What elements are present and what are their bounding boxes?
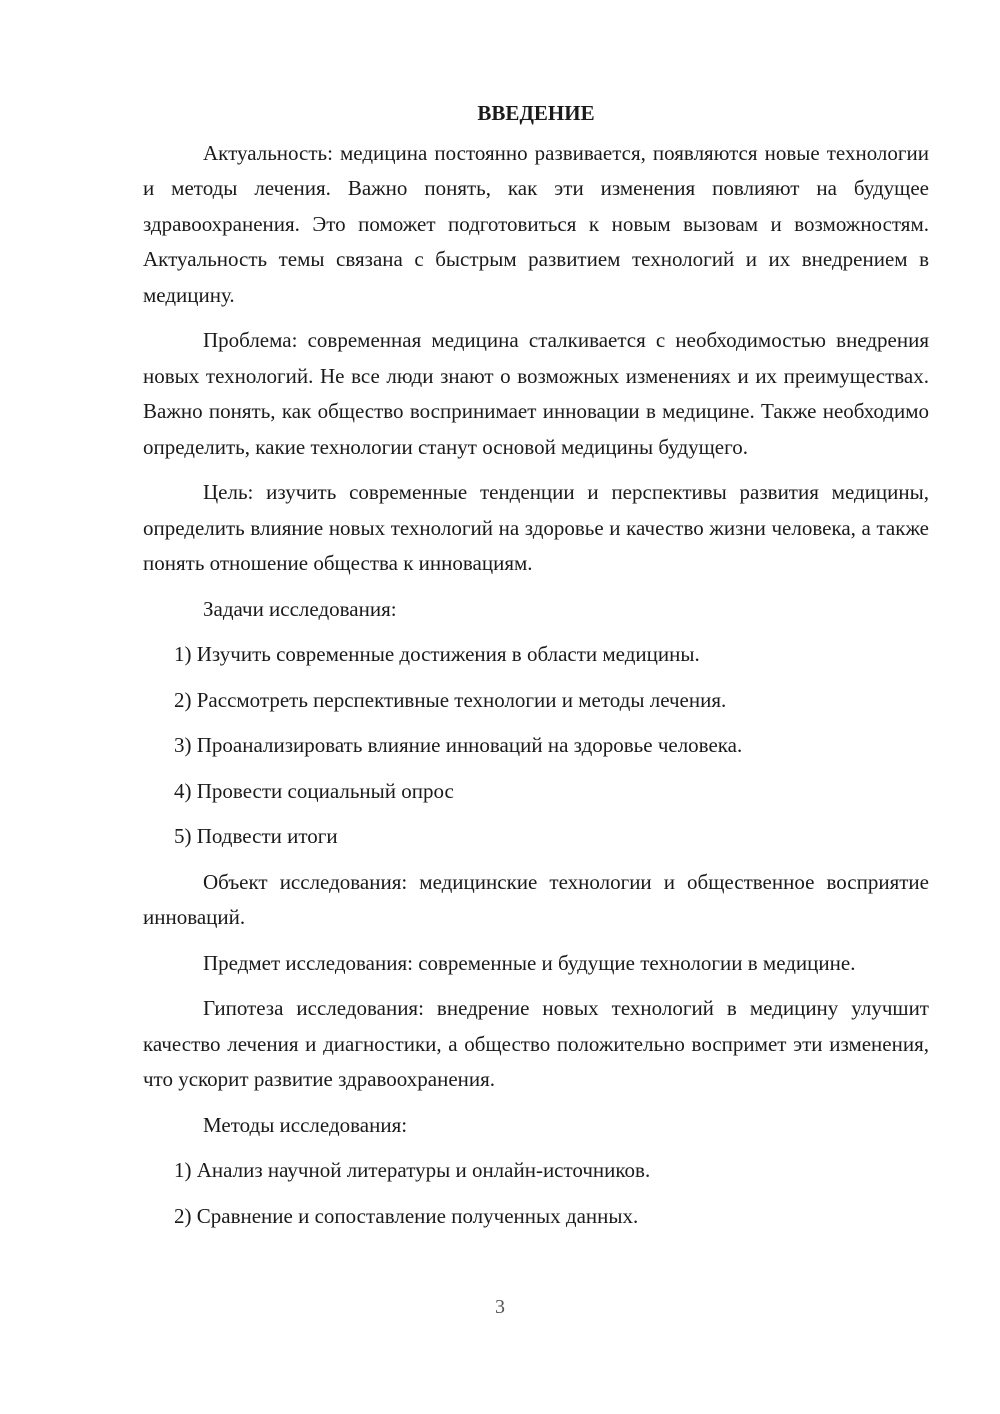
section-heading: ВВЕДЕНИЕ: [477, 101, 595, 125]
page-number: 3: [495, 1296, 505, 1318]
page-content: [143, 96, 929, 1244]
goal-paragraph: Цель: изучить современные тенденции и перспективы развития медицины, определить влияние новых технологий на здоровье и качество жизни человека, а также понять отношение общества к инновациям.: [143, 480, 929, 575]
tasks-list: [143, 637, 929, 855]
task-item: 1) Изучить современные достижения в области медицины.: [174, 642, 700, 666]
methods-title: Методы исследования:: [203, 1112, 408, 1137]
task-item: 4) Провести социальный опрос: [174, 778, 454, 803]
subject-paragraph: Предмет исследования: современные и будущие технологии в медицине.: [203, 950, 856, 975]
task-item: 2) Рассмотреть перспективные технологии и методы лечения.: [174, 687, 727, 712]
task-item: 5) Подвести итоги: [174, 824, 338, 848]
object-paragraph: Объект исследования: медицинские технологии и общественное восприятие инноваций.: [143, 869, 929, 929]
task-item: 3) Проанализировать влияние инноваций на здоровье человека.: [174, 733, 743, 757]
tasks-title: Задачи исследования:: [203, 596, 397, 621]
relevance-paragraph: Актуальность: медицина постоянно развивается, появляются новые технологии и методы лечения. Важно понять, как эти изменения повлияют на будущее здравоохранения. Это поможет подготовиться к новым вызовам и возможностям. Актуальность темы связана с быстрым развитием технологий и их внедрением в медицину.: [143, 140, 929, 307]
method-item: 1) Анализ научной литературы и онлайн-источников.: [174, 1158, 651, 1182]
method-item: 2) Сравнение и сопоставление полученных данных.: [174, 1203, 639, 1228]
hypothesis-paragraph: Гипотеза исследования: внедрение новых технологий в медицину улучшит качество лечения и диагностики, а общество положительно воспримет эти изменения, что ускорит развитие здравоохранения.: [143, 996, 929, 1091]
methods-list: [143, 1153, 929, 1234]
problem-paragraph: Проблема: современная медицина сталкивается с необходимостью внедрения новых технологий. Не все люди знают о возможных изменениях и их преимуществах. Важно понять, как общество воспринимает инновации в медицине. Также необходимо определить, какие технологии станут основой медицины будущего.: [143, 328, 929, 459]
